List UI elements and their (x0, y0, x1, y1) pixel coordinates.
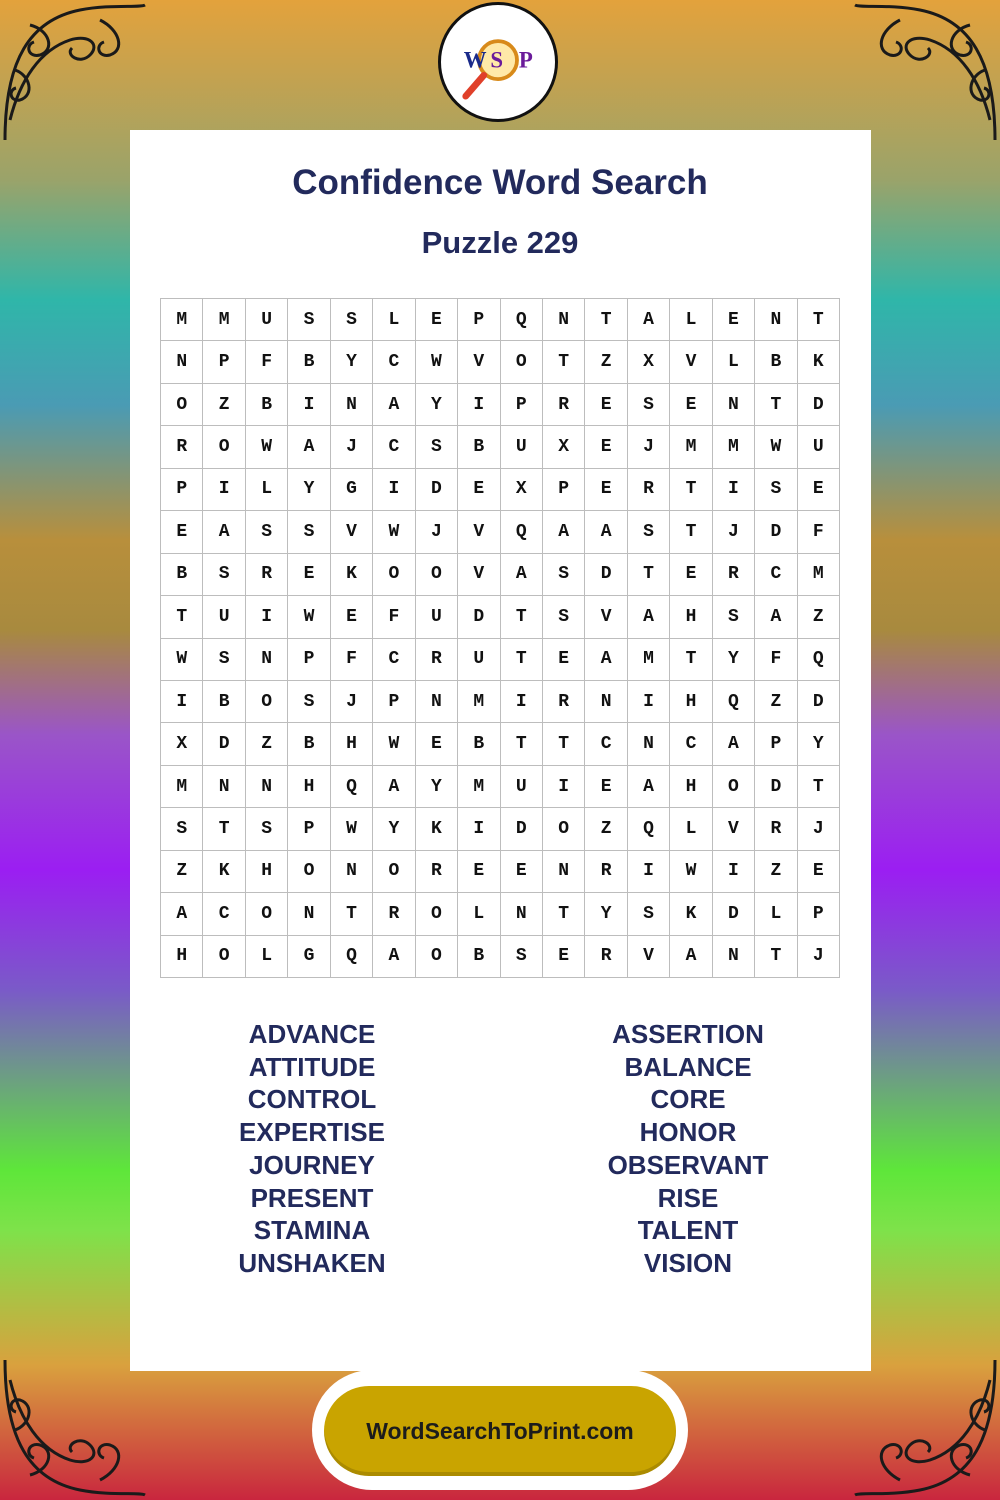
grid-cell[interactable]: U (203, 596, 245, 638)
grid-cell[interactable]: Z (203, 384, 245, 426)
grid-cell[interactable]: C (755, 554, 797, 596)
grid-cell[interactable]: A (501, 554, 543, 596)
grid-cell[interactable]: I (203, 469, 245, 511)
word-list-item: EXPERTISE (239, 1117, 385, 1148)
grid-cell[interactable]: B (458, 426, 500, 468)
grid-cell[interactable]: I (713, 469, 755, 511)
grid-cell[interactable]: E (798, 851, 840, 893)
corner-ornament-bottom-right (850, 1350, 1000, 1500)
grid-cell[interactable]: F (798, 511, 840, 553)
grid-cell[interactable]: W (416, 341, 458, 383)
grid-cell[interactable]: Z (755, 681, 797, 723)
grid-cell[interactable]: D (755, 766, 797, 808)
grid-cell[interactable]: O (246, 681, 288, 723)
grid-cell[interactable]: D (798, 384, 840, 426)
word-list-item: ATTITUDE (248, 1051, 376, 1082)
grid-cell[interactable]: E (713, 299, 755, 341)
grid-cell[interactable]: C (670, 723, 712, 765)
grid-cell[interactable]: E (288, 554, 330, 596)
grid-cell[interactable]: E (331, 596, 373, 638)
grid-cell[interactable]: Y (416, 766, 458, 808)
grid-cell[interactable]: R (416, 851, 458, 893)
grid-cell[interactable]: E (161, 511, 203, 553)
grid-cell[interactable]: B (288, 723, 330, 765)
grid-cell[interactable]: B (755, 341, 797, 383)
grid-cell[interactable]: R (543, 384, 585, 426)
grid-cell[interactable]: P (458, 299, 500, 341)
grid-cell[interactable]: X (161, 723, 203, 765)
grid-cell[interactable]: E (670, 554, 712, 596)
grid-cell[interactable]: Z (798, 596, 840, 638)
grid-cell[interactable]: U (246, 299, 288, 341)
grid-cell[interactable]: N (713, 936, 755, 978)
grid-cell[interactable]: V (458, 341, 500, 383)
grid-cell[interactable]: L (246, 469, 288, 511)
grid-cell[interactable]: U (458, 639, 500, 681)
grid-cell[interactable]: N (246, 639, 288, 681)
grid-cell[interactable]: N (203, 766, 245, 808)
page-title: Confidence Word Search (292, 163, 708, 202)
word-list-item: CONTROL (247, 1084, 377, 1115)
grid-cell[interactable]: N (288, 893, 330, 935)
grid-cell[interactable]: Y (798, 723, 840, 765)
grid-cell[interactable]: B (203, 681, 245, 723)
grid-cell[interactable]: J (331, 681, 373, 723)
grid-cell[interactable]: J (331, 426, 373, 468)
grid-cell[interactable]: W (373, 511, 415, 553)
grid-cell[interactable]: R (373, 893, 415, 935)
grid-cell[interactable]: D (203, 723, 245, 765)
grid-cell[interactable]: D (585, 554, 627, 596)
grid-cell[interactable]: B (458, 936, 500, 978)
grid-cell[interactable]: P (373, 681, 415, 723)
grid-cell[interactable]: T (543, 723, 585, 765)
grid-cell[interactable]: S (288, 511, 330, 553)
grid-cell[interactable]: N (585, 681, 627, 723)
grid-cell[interactable]: O (416, 893, 458, 935)
grid-cell[interactable]: S (246, 511, 288, 553)
grid-cell[interactable]: U (798, 426, 840, 468)
word-list-item: BALANCE (624, 1051, 752, 1082)
magnifier-handle (466, 75, 484, 96)
grid-cell[interactable]: D (755, 511, 797, 553)
grid-cell[interactable]: N (501, 893, 543, 935)
grid-cell[interactable]: B (458, 723, 500, 765)
grid-cell[interactable]: R (755, 808, 797, 850)
grid-cell[interactable]: M (713, 426, 755, 468)
grid-cell[interactable]: S (628, 384, 670, 426)
grid-cell[interactable]: E (585, 384, 627, 426)
grid-cell[interactable]: S (501, 936, 543, 978)
corner-ornament-top-right (850, 0, 1000, 150)
logo-letter-p: P (518, 47, 533, 73)
grid-cell[interactable]: S (713, 596, 755, 638)
grid-cell[interactable]: T (755, 384, 797, 426)
grid-cell[interactable]: K (203, 851, 245, 893)
grid-cell[interactable]: O (373, 851, 415, 893)
grid-cell[interactable]: R (628, 469, 670, 511)
grid-cell[interactable]: J (628, 426, 670, 468)
grid-cell[interactable]: J (798, 808, 840, 850)
grid-cell[interactable]: T (670, 511, 712, 553)
grid-cell[interactable]: M (628, 639, 670, 681)
grid-cell[interactable]: C (585, 723, 627, 765)
grid-cell[interactable]: M (798, 554, 840, 596)
grid-cell[interactable]: C (373, 639, 415, 681)
grid-cell[interactable]: L (755, 893, 797, 935)
grid-cell[interactable]: I (543, 766, 585, 808)
grid-cell[interactable]: V (670, 341, 712, 383)
grid-cell[interactable]: R (543, 681, 585, 723)
grid-cell[interactable]: B (246, 384, 288, 426)
letter-grid (160, 298, 840, 978)
grid-cell[interactable]: S (628, 511, 670, 553)
grid-cell[interactable]: A (628, 299, 670, 341)
grid-cell[interactable]: W (331, 808, 373, 850)
grid-cell[interactable]: S (543, 554, 585, 596)
grid-cell[interactable]: V (331, 511, 373, 553)
grid-cell[interactable]: M (161, 766, 203, 808)
word-list-item: JOURNEY (249, 1149, 375, 1180)
grid-cell[interactable]: Z (585, 808, 627, 850)
grid-cell[interactable]: R (416, 639, 458, 681)
grid-cell[interactable]: A (373, 936, 415, 978)
grid-cell[interactable]: N (628, 723, 670, 765)
grid-cell[interactable]: K (670, 893, 712, 935)
grid-cell[interactable]: E (798, 469, 840, 511)
grid-cell[interactable]: O (373, 554, 415, 596)
grid-cell[interactable]: A (203, 511, 245, 553)
word-list-item: TALENT (637, 1215, 739, 1246)
grid-cell[interactable]: H (246, 851, 288, 893)
word-list-item: RISE (657, 1182, 719, 1213)
grid-cell[interactable]: X (501, 469, 543, 511)
grid-cell[interactable]: T (755, 936, 797, 978)
wsp-logo (438, 2, 558, 122)
grid-cell[interactable]: N (331, 384, 373, 426)
grid-cell[interactable]: Y (373, 808, 415, 850)
grid-cell[interactable]: G (331, 469, 373, 511)
grid-cell[interactable]: W (670, 851, 712, 893)
word-list-item: HONOR (639, 1117, 737, 1148)
grid-cell[interactable]: Y (288, 469, 330, 511)
grid-cell[interactable]: A (288, 426, 330, 468)
grid-cell[interactable]: P (288, 639, 330, 681)
grid-cell[interactable]: P (543, 469, 585, 511)
grid-cell[interactable]: Q (713, 681, 755, 723)
grid-cell[interactable]: Z (161, 851, 203, 893)
word-list-item: PRESENT (250, 1182, 374, 1213)
grid-cell[interactable]: Q (628, 808, 670, 850)
grid-cell[interactable]: A (585, 639, 627, 681)
grid-cell[interactable]: I (501, 681, 543, 723)
grid-cell[interactable]: V (585, 596, 627, 638)
grid-cell[interactable]: Q (331, 936, 373, 978)
grid-cell[interactable]: Z (585, 341, 627, 383)
grid-cell[interactable]: U (501, 426, 543, 468)
grid-cell[interactable]: A (755, 596, 797, 638)
grid-cell[interactable]: I (628, 681, 670, 723)
grid-cell[interactable]: Y (713, 639, 755, 681)
grid-cell[interactable]: P (288, 808, 330, 850)
grid-cell[interactable]: T (501, 596, 543, 638)
grid-cell[interactable]: S (246, 808, 288, 850)
grid-cell[interactable]: E (585, 469, 627, 511)
grid-cell[interactable]: T (798, 766, 840, 808)
grid-cell[interactable]: V (458, 554, 500, 596)
grid-cell[interactable]: A (670, 936, 712, 978)
grid-cell[interactable]: X (543, 426, 585, 468)
grid-cell[interactable]: T (543, 341, 585, 383)
grid-cell[interactable]: W (373, 723, 415, 765)
grid-cell[interactable]: O (203, 426, 245, 468)
grid-cell[interactable]: Y (416, 384, 458, 426)
grid-cell[interactable]: R (713, 554, 755, 596)
word-list-item: ASSERTION (612, 1019, 764, 1049)
grid-cell[interactable]: S (331, 299, 373, 341)
grid-cell[interactable]: A (628, 766, 670, 808)
grid-cell[interactable]: A (628, 596, 670, 638)
grid-cell[interactable]: S (755, 469, 797, 511)
grid-cell[interactable]: K (331, 554, 373, 596)
grid-cell[interactable]: G (288, 936, 330, 978)
grid-cell[interactable]: E (501, 851, 543, 893)
grid-cell[interactable]: D (416, 469, 458, 511)
grid-cell[interactable]: O (246, 893, 288, 935)
grid-cell[interactable]: Q (798, 639, 840, 681)
grid-cell[interactable]: S (288, 299, 330, 341)
grid-cell[interactable]: O (543, 808, 585, 850)
grid-cell[interactable]: H (670, 596, 712, 638)
grid-cell[interactable]: N (246, 766, 288, 808)
grid-cell[interactable]: Q (501, 511, 543, 553)
grid-cell[interactable]: D (458, 596, 500, 638)
grid-cell[interactable]: I (713, 851, 755, 893)
grid-cell[interactable]: K (416, 808, 458, 850)
grid-cell[interactable]: W (161, 639, 203, 681)
word-list-item: OBSERVANT (607, 1149, 769, 1180)
grid-cell[interactable]: T (670, 469, 712, 511)
grid-cell[interactable]: H (288, 766, 330, 808)
grid-cell[interactable]: M (458, 766, 500, 808)
grid-cell[interactable]: O (161, 384, 203, 426)
grid-cell[interactable]: L (458, 893, 500, 935)
grid-cell[interactable]: W (246, 426, 288, 468)
site-link-button[interactable]: WordSearchToPrint.com (324, 1386, 676, 1476)
grid-cell[interactable]: J (713, 511, 755, 553)
grid-cell[interactable]: F (246, 341, 288, 383)
grid-cell[interactable]: A (161, 893, 203, 935)
word-list-item: ADVANCE (248, 1019, 376, 1049)
grid-cell[interactable]: T (203, 808, 245, 850)
grid-cell[interactable]: Z (755, 851, 797, 893)
grid-cell[interactable]: X (628, 341, 670, 383)
grid-cell[interactable]: T (543, 893, 585, 935)
grid-cell[interactable]: L (373, 299, 415, 341)
grid-cell[interactable]: I (246, 596, 288, 638)
grid-cell[interactable]: I (458, 808, 500, 850)
grid-cell[interactable]: S (628, 893, 670, 935)
grid-cell[interactable]: Q (501, 299, 543, 341)
grid-cell[interactable]: L (670, 299, 712, 341)
grid-cell[interactable]: R (161, 426, 203, 468)
grid-cell[interactable]: B (161, 554, 203, 596)
grid-cell[interactable]: P (501, 384, 543, 426)
grid-cell[interactable]: U (416, 596, 458, 638)
grid-cell[interactable]: Y (585, 893, 627, 935)
grid-cell[interactable]: H (670, 681, 712, 723)
corner-ornament-bottom-left (0, 1350, 150, 1500)
word-list-left (212, 1018, 412, 1280)
grid-cell[interactable]: N (416, 681, 458, 723)
grid-cell[interactable]: C (373, 341, 415, 383)
grid-cell[interactable]: M (458, 681, 500, 723)
grid-cell[interactable]: R (585, 851, 627, 893)
word-list-item: STAMINA (253, 1215, 371, 1246)
grid-cell[interactable]: A (373, 384, 415, 426)
grid-cell[interactable]: H (670, 766, 712, 808)
grid-cell[interactable]: Q (331, 766, 373, 808)
grid-cell[interactable]: T (670, 639, 712, 681)
grid-cell[interactable]: D (501, 808, 543, 850)
word-list-item: UNSHAKEN (238, 1247, 386, 1278)
grid-cell[interactable]: V (713, 808, 755, 850)
grid-cell[interactable]: I (288, 384, 330, 426)
grid-cell[interactable]: Y (331, 341, 373, 383)
grid-cell[interactable]: T (161, 596, 203, 638)
grid-cell[interactable]: P (161, 469, 203, 511)
word-list-right (588, 1018, 788, 1280)
grid-cell[interactable]: T (798, 299, 840, 341)
corner-ornament-top-left (0, 0, 150, 150)
grid-cell[interactable]: E (458, 469, 500, 511)
grid-cell[interactable]: M (203, 299, 245, 341)
word-list-item: VISION (643, 1247, 733, 1278)
grid-cell[interactable]: Z (246, 723, 288, 765)
grid-cell[interactable]: T (501, 639, 543, 681)
grid-cell[interactable]: N (755, 299, 797, 341)
grid-cell[interactable]: J (798, 936, 840, 978)
grid-cell[interactable]: F (331, 639, 373, 681)
grid-cell[interactable]: E (416, 299, 458, 341)
grid-cell[interactable]: O (713, 766, 755, 808)
grid-cell[interactable]: K (798, 341, 840, 383)
grid-cell[interactable]: B (288, 341, 330, 383)
grid-cell[interactable]: T (501, 723, 543, 765)
grid-cell[interactable]: C (203, 893, 245, 935)
grid-cell[interactable]: N (543, 851, 585, 893)
grid-cell[interactable]: U (501, 766, 543, 808)
grid-cell[interactable]: R (246, 554, 288, 596)
grid-cell[interactable]: P (755, 723, 797, 765)
grid-cell[interactable]: W (288, 596, 330, 638)
grid-cell[interactable]: A (713, 723, 755, 765)
grid-cell[interactable]: T (331, 893, 373, 935)
grid-cell[interactable]: M (161, 299, 203, 341)
grid-cell[interactable]: O (288, 851, 330, 893)
grid-cell[interactable]: E (670, 384, 712, 426)
grid-cell[interactable]: N (161, 341, 203, 383)
grid-cell[interactable]: I (373, 469, 415, 511)
grid-cell[interactable]: H (161, 936, 203, 978)
word-list-item: CORE (650, 1084, 726, 1115)
grid-cell[interactable]: E (543, 639, 585, 681)
grid-cell[interactable]: I (628, 851, 670, 893)
grid-cell[interactable]: L (246, 936, 288, 978)
grid-cell[interactable]: O (501, 341, 543, 383)
grid-cell[interactable]: D (798, 681, 840, 723)
grid-cell[interactable]: T (628, 554, 670, 596)
grid-cell[interactable]: S (203, 639, 245, 681)
grid-cell[interactable]: S (416, 426, 458, 468)
grid-cell[interactable]: F (755, 639, 797, 681)
grid-cell[interactable]: R (585, 936, 627, 978)
grid-cell[interactable]: N (543, 299, 585, 341)
grid-cell[interactable]: P (203, 341, 245, 383)
grid-cell[interactable]: V (628, 936, 670, 978)
grid-cell[interactable]: M (670, 426, 712, 468)
grid-cell[interactable]: A (543, 511, 585, 553)
grid-cell[interactable]: H (331, 723, 373, 765)
puzzle-number: Puzzle 229 (421, 225, 579, 260)
grid-cell[interactable]: E (585, 426, 627, 468)
grid-cell[interactable]: E (543, 936, 585, 978)
grid-cell[interactable]: N (331, 851, 373, 893)
grid-cell[interactable]: S (203, 554, 245, 596)
logo-letter-w: W (463, 47, 487, 73)
grid-cell[interactable]: S (543, 596, 585, 638)
grid-cell[interactable]: T (585, 299, 627, 341)
grid-cell[interactable]: V (458, 511, 500, 553)
grid-cell[interactable]: E (416, 723, 458, 765)
grid-cell[interactable]: F (373, 596, 415, 638)
grid-cell[interactable]: I (161, 681, 203, 723)
grid-cell[interactable]: A (585, 511, 627, 553)
grid-cell[interactable]: N (713, 384, 755, 426)
grid-cell[interactable]: O (416, 554, 458, 596)
grid-cell[interactable]: D (713, 893, 755, 935)
grid-cell[interactable]: L (670, 808, 712, 850)
grid-cell[interactable]: O (203, 936, 245, 978)
grid-cell[interactable]: A (373, 766, 415, 808)
grid-cell[interactable]: E (585, 766, 627, 808)
grid-cell[interactable]: W (755, 426, 797, 468)
grid-cell[interactable]: S (288, 681, 330, 723)
grid-cell[interactable]: O (416, 936, 458, 978)
grid-cell[interactable]: L (713, 341, 755, 383)
grid-cell[interactable]: P (798, 893, 840, 935)
grid-cell[interactable]: C (373, 426, 415, 468)
grid-cell[interactable]: I (458, 384, 500, 426)
grid-cell[interactable]: S (161, 808, 203, 850)
logo-letter-s: S (490, 47, 504, 73)
grid-cell[interactable]: E (458, 851, 500, 893)
grid-cell[interactable]: J (416, 511, 458, 553)
